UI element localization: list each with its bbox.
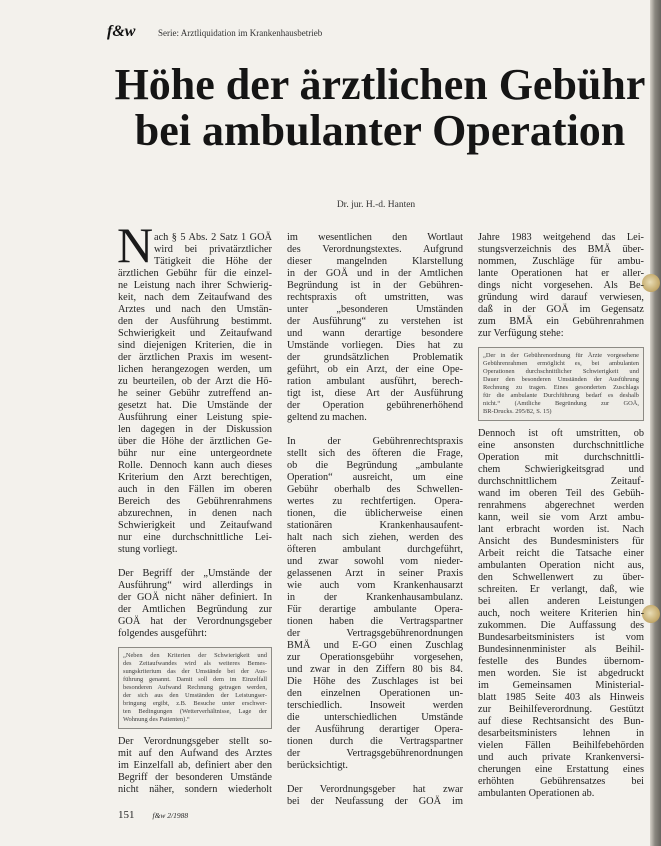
text-line: der Amtlichen Begründung zur: [118, 604, 272, 615]
text-line: Umstände vorliegen. Dies hat zu: [287, 340, 463, 351]
text-line: ten Bedingungen (Wetterverhältnisse, Lage der: [123, 708, 267, 715]
text-line: Bundesinnenminister als Beihil-: [478, 644, 644, 655]
text-line: Bereich des Gebührenrahmens: [118, 496, 272, 507]
text-line: „Der in der Gebührenordnung für Ärzte vorgesehene: [483, 352, 639, 359]
text-line: he seiner Gebühr zutreffend an-: [118, 388, 272, 399]
text-line: halt nach sich ziehen, werden des: [287, 532, 463, 543]
page-number: 151: [118, 809, 135, 821]
text-line: führung genannt. Damit soll dem im Einzelfall: [123, 676, 267, 683]
text-line: sungskriterium das der Umstände bei der Aus-: [123, 668, 267, 675]
text-line: Begriff der besonderen Umstände: [118, 772, 272, 783]
text-line: kann, weil sie vom Arzt ambu-: [478, 512, 644, 523]
binding-hole: [642, 274, 660, 292]
text-line: dieser mangelnden Klarstellung: [287, 256, 463, 267]
text-line: im wesentlichen den Wortlaut: [287, 232, 463, 243]
paragraph: [117, 217, 272, 556]
text-line: vielen Fällen Beihilfebehörden: [478, 740, 644, 751]
text-line: Dennoch ist oft umstritten, ob: [478, 428, 644, 439]
text-line: abzurechnen, in denen nach: [118, 508, 272, 519]
text-line: rechtspraxis oft umstritten, was: [287, 292, 463, 303]
text-line: renrahmens abgerechnet werden: [478, 500, 644, 511]
text-line: im Gemeinsamen Ministerial-: [478, 680, 644, 691]
text-line: zukommen. Die Auffassung des: [478, 620, 644, 631]
text-line: zur Verfügung stehe:: [478, 328, 564, 339]
text-line: Gebühr oberhalb des Schwellen-: [287, 484, 463, 495]
text-line: der GOÄ nicht näher definiert. In: [118, 592, 272, 603]
issue-label: f&w 2/1988: [152, 811, 189, 820]
text-line: blatt 1985 Seite 403 als Hinweis: [478, 692, 644, 703]
text-line: Jahre 1983 weitgehend das Lei-: [478, 232, 644, 243]
text-line: ne Leistung nach ihrer Schwierig-: [118, 280, 272, 291]
text-line: terschiedlich. Insoweit werden: [287, 700, 463, 711]
text-column: [478, 232, 644, 800]
text-line: Ansicht des Bundesministers für: [478, 536, 644, 547]
text-line: und wann derartige besondere: [287, 328, 463, 339]
text-line: und zwar sowohl vom nieder-: [287, 556, 463, 567]
author-byline: Dr. jur. H.-d. Hanten: [336, 200, 416, 210]
text-line: gründung wird darauf verwiesen,: [478, 292, 644, 303]
text-line: auf diese Rechtsansicht des Bun-: [478, 716, 644, 727]
text-line: Der Verordnungsgeber hat zwar: [287, 784, 463, 795]
text-line: nicht.“ (Amtliche Begründung zur GOÄ,: [483, 400, 639, 407]
text-line: des Zeitaufwandes wird als weiteres Bemes-: [123, 660, 267, 667]
text-line: zur Operationsgebühr vorgesehen,: [287, 652, 463, 663]
quote-box: [478, 347, 644, 421]
text-line: dings nicht vorgesehen. Als Be-: [478, 280, 644, 291]
text-line: len dagegen in der Diskussion: [118, 424, 272, 435]
text-line: ambulanten Operation nicht aus,: [478, 560, 644, 571]
text-line: bringung ergibt, z.B. Besuche unter erschwer-: [123, 700, 267, 707]
text-line: gesetzt hat. Die Umstände der: [118, 400, 272, 411]
text-line: der sich aus den Umständen der Leistungser-: [123, 692, 267, 699]
text-line: unter „besonderen Umständen: [287, 304, 463, 315]
text-line: der Ausführung derartiger Opera-: [287, 724, 463, 735]
text-line: BMÄ und E-GO einen Zuschlag: [287, 640, 463, 651]
text-line: keit, nach dem Zeitaufwand des: [118, 292, 272, 303]
text-line: im Einzelfall ab, definiert aber den: [118, 760, 272, 771]
series-title: Serie: Arztliquidation im Krankenhausbetrieb: [158, 28, 323, 38]
text-line: für die ambulante Durchführung bedarf es deshalb: [483, 392, 639, 399]
text-line: ärztlichen Gebühr für die einzel-: [118, 268, 272, 279]
text-line: besonderen Aufwand Rechnung getragen werden,: [123, 684, 267, 691]
text-line: Operation mit durchschnittli-: [478, 452, 644, 463]
text-line: des Verordnungstextes. Aufgrund: [287, 244, 463, 255]
text-line: Rolle. Dennoch kann auch dieses: [118, 460, 272, 471]
text-line: Operationen durchschnittlicher Schwierigkeit und: [483, 368, 639, 375]
paragraph: [478, 428, 644, 800]
text-line: Operation“ ausreicht, um eine: [287, 472, 463, 483]
text-line: bühr nur eine untergeordnete: [118, 448, 272, 459]
text-line: auch, noch weitere Kriterien hin-: [478, 608, 644, 619]
text-line: In der Gebührenrechtspraxis: [287, 436, 463, 447]
text-line: öfteren ambulant durchgeführt,: [287, 544, 463, 555]
text-line: wird bei privatärztlicher: [154, 244, 272, 255]
paragraph: [287, 436, 463, 772]
text-line: folgendes ausgeführt:: [118, 628, 207, 639]
text-line: Tätigkeit die Höhe der: [154, 256, 272, 267]
binding-hole: [642, 605, 660, 623]
paragraph: [478, 232, 644, 340]
text-line: mit auf den Aufwand des Arztes: [118, 748, 272, 759]
text-line: stung vorliegt.: [118, 544, 178, 555]
text-line: GOÄ hat der Verordnungsgeber: [118, 616, 272, 627]
text-line: durchschnittlichem Zeitauf-: [478, 476, 644, 487]
text-line: zur Beihilfeverordnung. Gestützt: [478, 704, 644, 715]
text-line: der ärztlichen Praxis im wesent-: [118, 352, 272, 363]
text-line: men worden. Sie ist abgedruckt: [478, 668, 644, 679]
text-line: wand im oberen Teil des Gebüh-: [478, 488, 644, 499]
text-line: Der Begriff der „Umstände der: [118, 568, 272, 579]
page-footer: [118, 805, 188, 823]
text-line: nicht näher, sondern wiederholt: [118, 784, 272, 795]
text-line: eine ansonsten durchschnittliche: [478, 440, 644, 451]
text-line: die unterschiedlichen Umstände: [287, 712, 463, 723]
text-line: tionen, die üblicherweise einen: [287, 508, 463, 519]
article-title: [100, 62, 660, 154]
text-line: zu beurteilen, ob der Arzt die Hö-: [118, 376, 272, 387]
text-line: tionen haben die Vertragspartner: [287, 616, 463, 627]
text-column: [117, 217, 272, 796]
magazine-logo: f&w: [107, 23, 136, 40]
text-line: BR-Drucks. 295/82, S. 15): [483, 408, 552, 415]
text-line: Arbeit reicht die Tatsache einer: [478, 548, 644, 559]
text-line: stationären Krankenhausaufent-: [287, 520, 463, 531]
text-line: ach § 5 Abs. 2 Satz 1 GOÄ: [154, 232, 272, 243]
text-line: Für derartige ambulante Opera-: [287, 604, 463, 615]
text-line: tionen durch die Vertragspartner: [287, 736, 463, 747]
text-line: cherungen eine Erstattung eines: [478, 764, 644, 775]
text-line: nommen, Zuschläge für ambu-: [478, 256, 644, 267]
quote-box: [118, 647, 272, 729]
text-line: in der Krankenhausambulanz.: [287, 592, 463, 603]
text-line: und auch private Krankenversi-: [478, 752, 644, 763]
text-line: daß in der GOÄ im Gegensatz: [478, 304, 644, 315]
text-line: der Ausführung“ zu verstehen ist: [287, 316, 463, 327]
text-line: der Vertragsgebührenordnungen: [287, 748, 463, 759]
text-line: geführt, ob ein Arzt, der eine Ope-: [287, 364, 463, 375]
text-line: lant erbracht worden ist. Nach: [478, 524, 644, 535]
title-line: Höhe der ärztlichen Gebühr: [114, 60, 646, 109]
text-line: stellt sich des öfteren die Frage,: [287, 448, 463, 459]
text-line: lante Operationen hat er aller-: [478, 268, 644, 279]
text-line: wertes zu rechtfertigen. Opera-: [287, 496, 463, 507]
text-line: Ausführung“ wird allerdings in: [118, 580, 272, 591]
text-line: schreiten. Er verlangt, daß, wie: [478, 584, 644, 595]
text-line: festelle des Bundes übernom-: [478, 656, 644, 667]
text-line: erhöhten Gebührensatzes bei: [478, 776, 644, 787]
text-line: „Neben den Kriterien der Schwierigkeit und: [123, 652, 267, 659]
text-line: Kriterium den Arzt berechtigen,: [118, 472, 272, 483]
text-line: zum BMÄ ein Gebührenrahmen: [478, 316, 644, 327]
paragraph: [118, 736, 272, 796]
text-line: Bundesarbeitsministers ist vom: [478, 632, 644, 643]
text-line: geltend zu machen.: [287, 412, 367, 423]
text-line: auch in den Fällen im oberen: [118, 484, 272, 495]
text-line: bei der Neufassung der GOÄ im: [287, 796, 463, 807]
text-line: Ausführung einer Leistung spie-: [118, 412, 272, 423]
text-line: über die Höhe der ärztlichen Ge-: [118, 436, 272, 447]
paragraph: [118, 568, 272, 640]
text-line: den Schwellenwert zu über-: [478, 572, 644, 583]
text-line: Arztes und nach den Umstän-: [118, 304, 272, 315]
paragraph: [287, 232, 463, 424]
text-line: bei allen anderen Leistungen: [478, 596, 644, 607]
text-line: Die Höhe des Zuschlages ist bei: [287, 676, 463, 687]
title-line: bei ambulanter Operation: [134, 106, 626, 155]
text-line: der Vertragsgebührenordnungen: [287, 628, 463, 639]
text-line: sind diejenigen Kriterien, die in: [118, 340, 272, 351]
text-line: der Operation gebührenerhöhend: [287, 400, 463, 411]
text-line: wie auch vom Krankenhausarzt: [287, 580, 463, 591]
text-line: stungsverzeichnis des BMÄ über-: [478, 244, 644, 255]
text-line: Begründung ist in der Gebühren-: [287, 280, 463, 291]
text-line: Der Verordnungsgeber stellt so-: [118, 736, 272, 747]
text-line: gelassenen Arzt in seiner Praxis: [287, 568, 463, 579]
text-line: nur eine durchschnittliche Lei-: [118, 532, 272, 543]
text-line: ob die Begründung „ambulante: [287, 460, 463, 471]
text-line: und zwar in den Ziffern 80 bis 84.: [287, 664, 463, 675]
text-line: in der GOÄ und in der Amtlichen: [287, 268, 463, 279]
text-line: den der Ausführung bestimmt.: [118, 316, 272, 327]
text-line: desarbeitsministers lehnen in: [478, 728, 644, 739]
text-line: chem Schwierigkeitsgrad und: [478, 464, 644, 475]
text-line: ambulanten Operationen ab.: [478, 788, 595, 799]
text-line: der grundsätzlichen Problematik: [287, 352, 463, 363]
text-line: Rechnung zu tragen. Eines gesonderten Zuschlags: [483, 384, 639, 391]
text-line: Gebührenrahmen ermöglicht es, bei ambulanten: [483, 360, 639, 367]
text-line: Schwierigkeit und Zeitaufwand: [118, 520, 272, 531]
text-line: Schwierigkeit und Zeitaufwand: [118, 328, 272, 339]
text-line: den einzelnen Operationen un-: [287, 688, 463, 699]
text-line: lichen herangezogen werden, um: [118, 364, 272, 375]
text-column: [287, 232, 463, 808]
text-line: Dauer den besonderen Umständen der Ausführung: [483, 376, 639, 383]
text-line: Wohnung des Patienten).“: [123, 716, 190, 723]
text-line: ration ambulant ausführt, berech-: [287, 376, 463, 387]
paragraph: [287, 784, 463, 808]
drop-cap: N: [117, 217, 154, 273]
text-line: tigt ist, diese Art der Ausführung: [287, 388, 463, 399]
text-line: berücksichtigt.: [287, 760, 348, 771]
